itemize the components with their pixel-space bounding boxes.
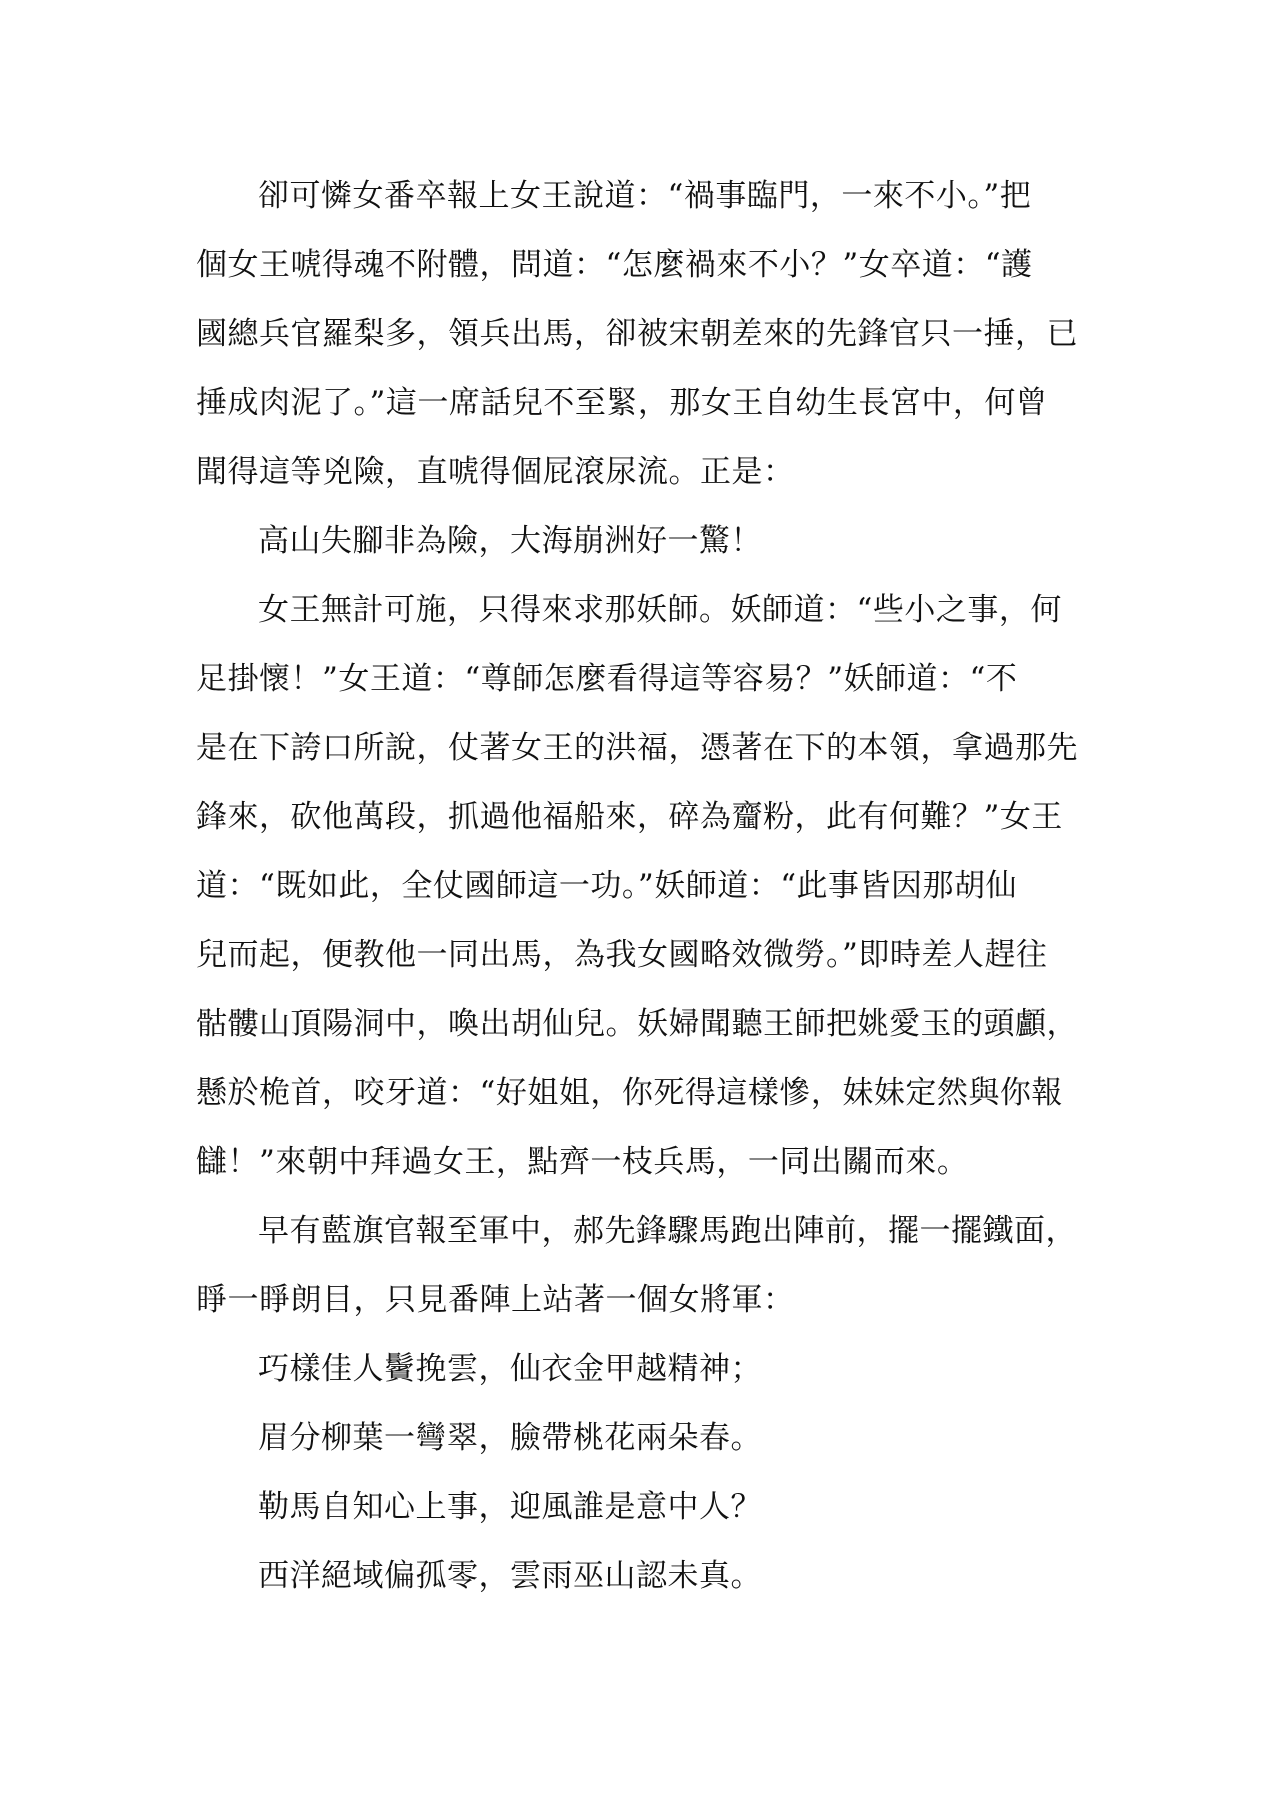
text-line: 讎！”來朝中拜過女王，點齊一枝兵馬，一同出關而來。: [196, 1144, 969, 1180]
text-line: 懸於桅首，咬牙道：“好姐姐，你死得這樣慘，妹妹定然與你報: [196, 1075, 1063, 1111]
text-line: 鋒來，砍他萬段，抓過他福船來，碎為齏粉，此有何難？”女王: [196, 799, 1063, 835]
text-line: 眉分柳葉一彎翠，臉帶桃花兩朵春。: [258, 1420, 762, 1456]
text-line: 睜一睜朗目，只見番陣上站著一個女將軍：: [196, 1282, 795, 1318]
text-line: 國總兵官羅梨多，領兵出馬，卻被宋朝差來的先鋒官只一捶，已: [196, 316, 1078, 352]
text-line: 巧樣佳人鬢挽雲，仙衣金甲越精神；: [258, 1351, 762, 1387]
text-line: 骷髏山頂陽洞中，喚出胡仙兒。妖婦聞聽王師把姚愛玉的頭顱，: [196, 1006, 1078, 1042]
text-line: 是在下誇口所說，仗著女王的洪福，憑著在下的本領，拿過那先: [196, 730, 1078, 766]
text-line: 個女王唬得魂不附體，問道：“怎麼禍來不小？”女卒道：“護: [196, 247, 1033, 283]
body-text: [196, 162, 1096, 1611]
text-line: 卻可憐女番卒報上女王說道：“禍事臨門，一來不小。”把: [258, 178, 1032, 214]
text-line: 女王無計可施，只得來求那妖師。妖師道：“些小之事，何: [258, 592, 1062, 628]
text-line: 早有藍旗官報至軍中，郝先鋒驟馬跑出陣前，擺一擺鐵面，: [258, 1213, 1077, 1249]
text-line: 足掛懷！”女王道：“尊師怎麼看得這等容易？”妖師道：“不: [196, 661, 1018, 697]
text-line: 勒馬自知心上事，迎風誰是意中人？: [258, 1489, 762, 1525]
text-line: 捶成肉泥了。”這一席話兒不至緊，那女王自幼生長宮中，何曾: [196, 385, 1048, 421]
text-line: 聞得這等兇險，直唬得個屁滾尿流。正是：: [196, 454, 795, 490]
text-line: 道：“既如此，全仗國師這一功。”妖師道：“此事皆因那胡仙: [196, 868, 1018, 904]
text-line: 西洋絕域偏孤零，雲雨巫山認未真。: [258, 1558, 762, 1594]
text-line: 高山失腳非為險，大海崩洲好一驚！: [258, 523, 762, 559]
text-line: 兒而起，便教他一同出馬，為我女國略效微勞。”即時差人趕往: [196, 937, 1048, 973]
